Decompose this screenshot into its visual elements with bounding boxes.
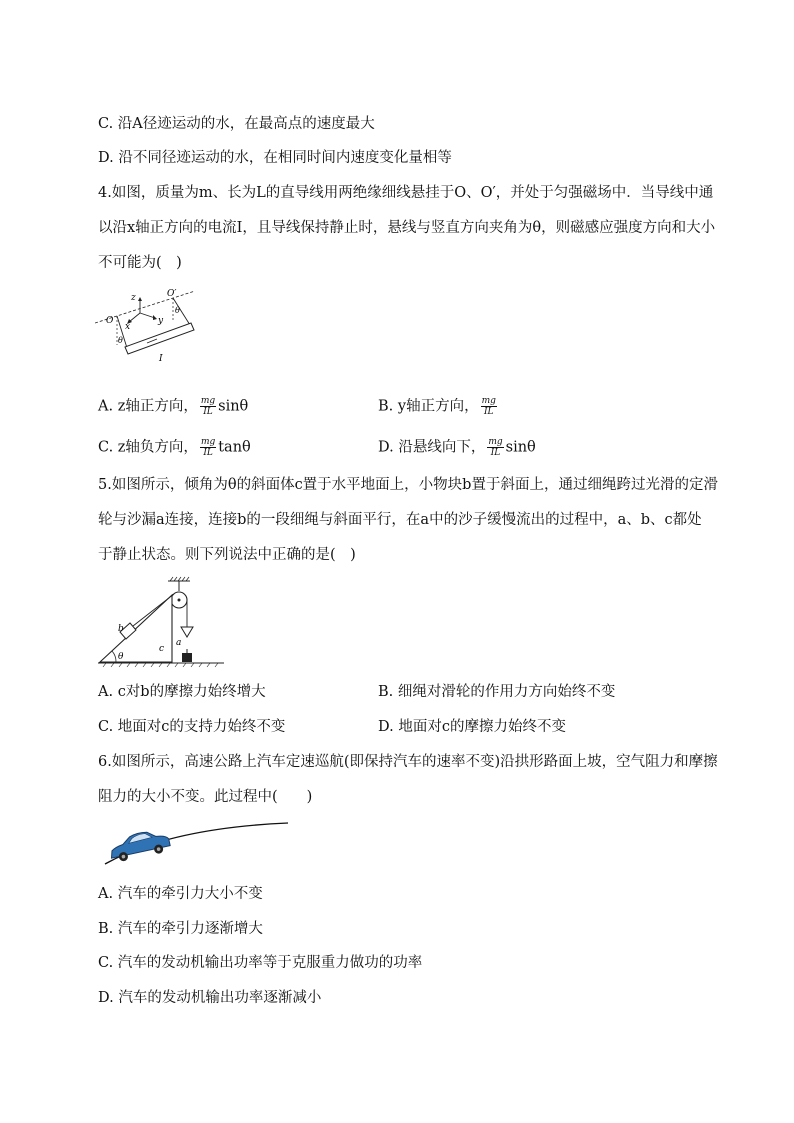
q5-label-c: c [159,644,165,654]
q6-option-d: D. 汽车的发动机输出功率逐渐减小 [98,990,322,1006]
q6-option-c: C. 汽车的发动机输出功率等于克服重力做功的功率 [98,955,423,971]
q6-option-a: A. 汽车的牵引力大小不变 [98,886,263,902]
q4-option-b: B. y轴正方向， $\frac{mg}{IL}$ [378,396,496,417]
q5-stem-line2: 轮与沙漏a连接，连接b的一段细绳与斜面平行，在a中的沙子缓慢流出的过程中，a、b、c都处 [98,512,702,528]
q4-label-theta-left: θ [118,336,123,345]
q4-option-a: A. z轴正方向， $\frac{mg}{IL}$ sinθ [98,396,249,417]
q4-label-o: O [106,316,114,326]
q4-label-o-prime: O′ [167,289,177,299]
q4-label-theta-right: θ [175,306,180,315]
q4-stem-line3: 不可能为( ) [98,255,182,271]
q4-label-y: y [158,316,164,326]
q5-figure [98,575,226,670]
q5-option-d: D. 地面对c的摩擦力始终不变 [378,719,566,735]
q4-label-z: z [131,293,136,303]
q5-option-a: A. c对b的摩擦力始终增大 [98,684,266,700]
q5-stem-line1: 5.如图所示，倾角为θ的斜面体c置于水平地面上，小物块b置于斜面上，通过细绳跨过光滑的定滑 [98,477,718,493]
q6-figure [100,818,295,870]
q4-label-i: I [159,354,163,364]
q5-label-theta: θ [118,652,124,662]
q3-option-d: D. 沿不同径迹运动的水，在相同时间内速度变化量相等 [98,150,452,166]
q5-option-c: C. 地面对c的支持力始终不变 [98,719,286,735]
q4-option-d: D. 沿悬线向下， $\frac{mg}{IL}$ sinθ [378,437,536,458]
q4-option-c: C. z轴负方向， $\frac{mg}{IL}$ tanθ [98,437,251,458]
q4-stem-line1: 4.如图，质量为m、长为L的直导线用两绝缘细线悬挂于O、O′，并处于匀强磁场中．当导线中通 [98,185,714,201]
q5-option-b: B. 细绳对滑轮的作用力方向始终不变 [378,684,616,700]
q5-label-b: b [118,624,124,634]
q5-stem-line3: 于静止状态。则下列说法中正确的是( ) [98,547,356,563]
q4-label-x: x [125,322,131,332]
q5-label-a: a [176,638,182,648]
q3-option-c: C. 沿A径迹运动的水，在最高点的速度最大 [98,116,375,132]
q4-figure [95,285,210,365]
q6-stem-line1: 6.如图所示，高速公路上汽车定速巡航(即保持汽车的速率不变)沿拱形路面上坡，空气阻力和摩擦 [98,754,718,770]
q6-option-b: B. 汽车的牵引力逐渐增大 [98,921,263,937]
q4-stem-line2: 以沿x轴正方向的电流I，且导线保持静止时，悬线与竖直方向夹角为θ，则磁感应强度方向和大小 [98,220,716,236]
q6-stem-line2: 阻力的大小不变。此过程中( ) [98,789,313,805]
